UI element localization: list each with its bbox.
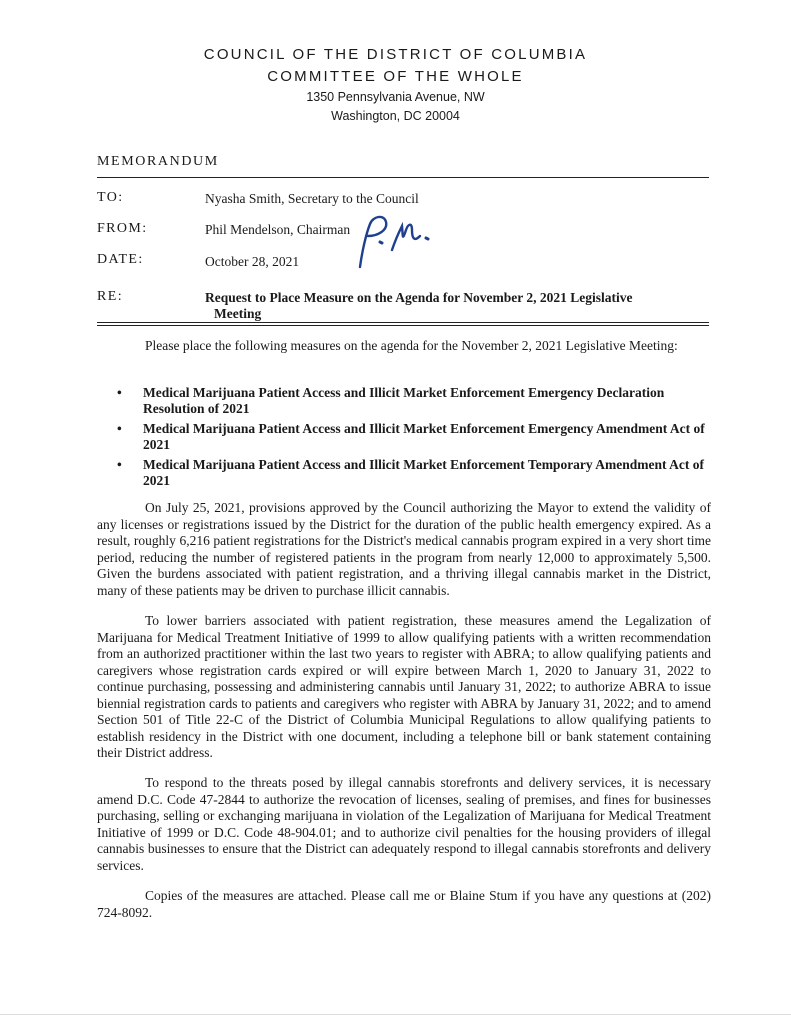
measure-item <box>117 457 707 489</box>
bullet-icon: • <box>117 385 122 400</box>
council-name: COUNCIL OF THE DISTRICT OF COLUMBIA <box>203 46 588 63</box>
re-subject-line-1: Request to Place Measure on the Agenda for November 2, 2021 Legislative <box>205 290 633 305</box>
letterhead <box>0 44 791 126</box>
paragraph-3: To respond to the threats posed by illegal cannabis storefronts and delivery services, it is necessary amend D.C. Code 47-2844 to authorize the revocation of licenses, sealing of premises, and fines for businesses purchasing, selling or exchanging marijuana in violation of the Legalization of Marijuana for Medical Treatment Initiative of 1999 or D.C. Code 48-904.01; and to authorize civil penalties for the housing providers of illegal cannabis businesses to ensure that the District can adequately respond to illegal cannabis storefronts and delivery services. <box>97 775 711 873</box>
memo-title: MEMORANDUM <box>97 154 219 169</box>
paragraph-1: On July 25, 2021, provisions approved by the Council authorizing the Mayor to extend the validity of any licenses or registrations issued by the District for the duration of the public health emergency expired. As a result, roughly 6,216 patient registrations for the District's medical cannabis program expired in a very short time period, reducing the number of registered patients in the program from nearly 12,000 to approximately 5,500. Given the burdens associated with patient registration, and a thriving illegal cannabis market in the District, many of these patients may be driven to purchase illicit cannabis. <box>97 500 711 598</box>
paragraph-2: To lower barriers associated with patient registration, these measures amend the Legalization of Marijuana for Medical Treatment Initiative of 1999 to allow qualifying patients with a written recommendation from an authorized practitioner within the last two years to register with ABRA; to allow qualifying patients and caregivers whose registration cards expired or will expire between March 1, 2020 to January 31, 2022 to continue purchasing, possessing and administering cannabis until January 31, 2022; to authorize ABRA to issue biennial registration cards to patients and caregivers who register with ABRA by January 31, 2022; and to amend Section 501 of Title 22-C of the District of Columbia Municipal Regulations to allow qualifying patients to establish residency in the District with one document, including a telephone bill or bank statement containing their District address. <box>97 613 711 760</box>
subject-rule-2 <box>97 325 709 326</box>
measure-title: Medical Marijuana Patient Access and Illicit Market Enforcement Emergency Declaration Resolution of 2021 <box>143 385 665 416</box>
page-edge <box>0 1014 791 1015</box>
re-subject-line-2: Meeting <box>214 306 262 321</box>
closing-paragraph: Copies of the measures are attached. Please call me or Blaine Stum if you have any questions at (202) 724-8092. <box>97 888 711 920</box>
measure-title: Medical Marijuana Patient Access and Illicit Market Enforcement Emergency Amendment Act of 2021 <box>143 421 705 452</box>
from-value: Phil Mendelson, Chairman <box>205 222 351 237</box>
address-line-1: 1350 Pennsylvania Avenue, NW <box>306 90 485 104</box>
re-label: RE: <box>97 289 123 304</box>
address-line-2: Washington, DC 20004 <box>331 109 460 123</box>
measure-list <box>117 385 707 493</box>
bullet-icon: • <box>117 457 122 472</box>
committee-name: COMMITTEE OF THE WHOLE <box>267 68 524 85</box>
signature-image <box>340 212 450 270</box>
to-label: TO: <box>97 190 124 205</box>
measure-title: Medical Marijuana Patient Access and Illicit Market Enforcement Temporary Amendment Act of 2021 <box>143 457 705 488</box>
date-label: DATE: <box>97 252 144 267</box>
re-subject <box>205 290 695 322</box>
date-value: October 28, 2021 <box>205 254 300 269</box>
measure-item <box>117 385 707 417</box>
measure-item <box>117 421 707 453</box>
to-value: Nyasha Smith, Secretary to the Council <box>205 191 419 206</box>
header-rule <box>97 177 709 178</box>
bullet-icon: • <box>117 421 122 436</box>
intro-paragraph: Please place the following measures on the agenda for the November 2, 2021 Legislative Meeting: <box>145 338 678 353</box>
from-label: FROM: <box>97 221 148 236</box>
subject-rule-1 <box>97 322 709 323</box>
